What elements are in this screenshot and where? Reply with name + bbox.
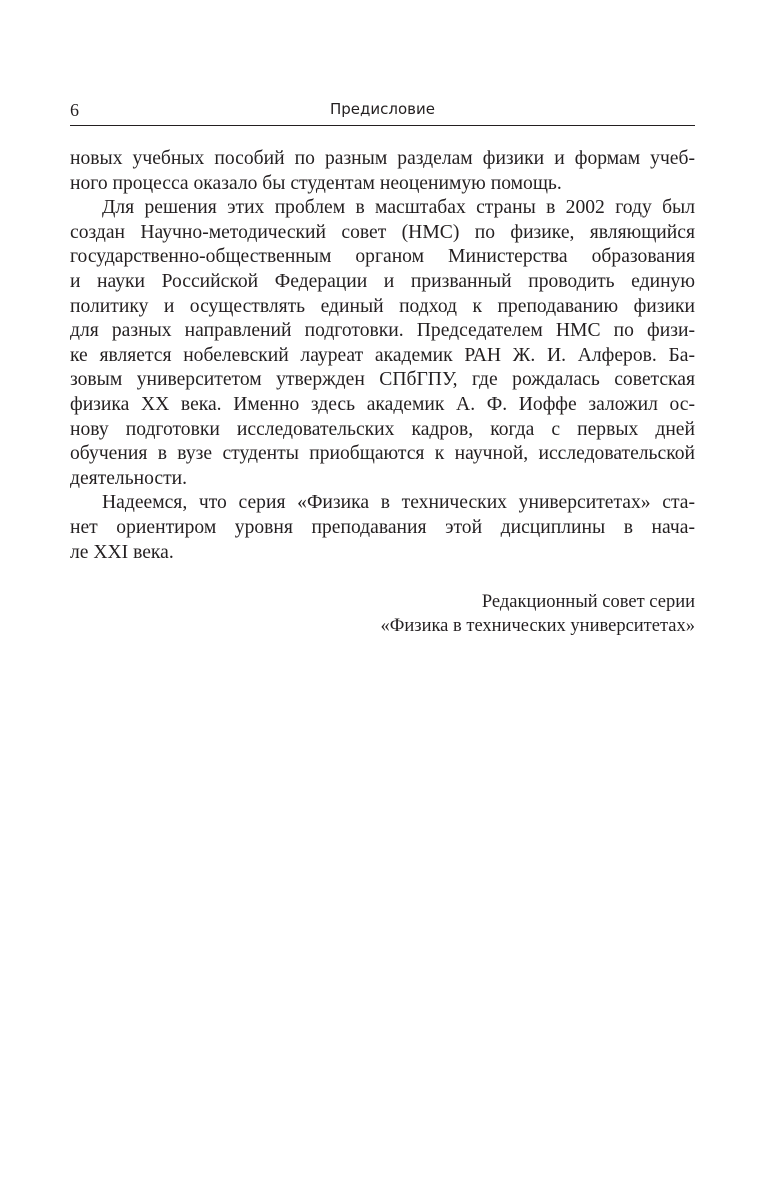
text-line: ного процесса оказало бы студентам неоценимую помощь.: [70, 172, 562, 194]
running-title: Предисловие: [330, 100, 435, 118]
text-line: ле XXI века.: [70, 541, 174, 563]
text-line: государственно-общественным органом Министерства образования: [70, 246, 695, 268]
page-number: 6: [70, 100, 79, 120]
text-line: Для решения этих проблем в масштабах страны в 2002 году был: [102, 197, 695, 219]
text-line: Надеемся, что серия «Физика в технических университетах» ста-: [102, 492, 695, 514]
editorial-signature: [381, 590, 696, 638]
text-line: нет ориентиром уровня преподавания этой дисциплины в нача-: [70, 516, 695, 538]
text-line: зовым университетом утвержден СПбГПУ, где рождалась советская: [70, 369, 695, 391]
text-line: создан Научно-методический совет (НМС) по физике, являющийся: [70, 221, 695, 243]
text-line: ке является нобелевский лауреат академик РАН Ж. И. Алферов. Ба-: [70, 344, 695, 366]
text-line: деятельности.: [70, 467, 188, 489]
text-line: физика XX века. Именно здесь академик А. Ф. Иоффе заложил ос-: [70, 393, 695, 415]
paragraph-nms: [70, 196, 695, 491]
paragraph-continuation: [70, 147, 695, 196]
paragraph-series: [70, 491, 695, 565]
page-header: [70, 97, 695, 126]
signature-line: Редакционный совет серии: [481, 592, 695, 612]
text-line: нову подготовки исследовательских кадров, когда с первых дней: [70, 418, 695, 440]
text-line: и науки Российской Федерации и призванный проводить единую: [70, 270, 695, 292]
text-line: для разных направлений подготовки. Председателем НМС по физи-: [70, 320, 695, 342]
text-line: политику и осуществлять единый подход к преподаванию физики: [70, 295, 695, 317]
signature-line: «Физика в технических университетах»: [380, 616, 695, 636]
text-line: обучения в вузе студенты приобщаются к научной, исследовательской: [70, 443, 695, 465]
body-text: [70, 147, 695, 565]
text-line: новых учебных пособий по разным разделам физики и формам учеб-: [70, 148, 695, 169]
